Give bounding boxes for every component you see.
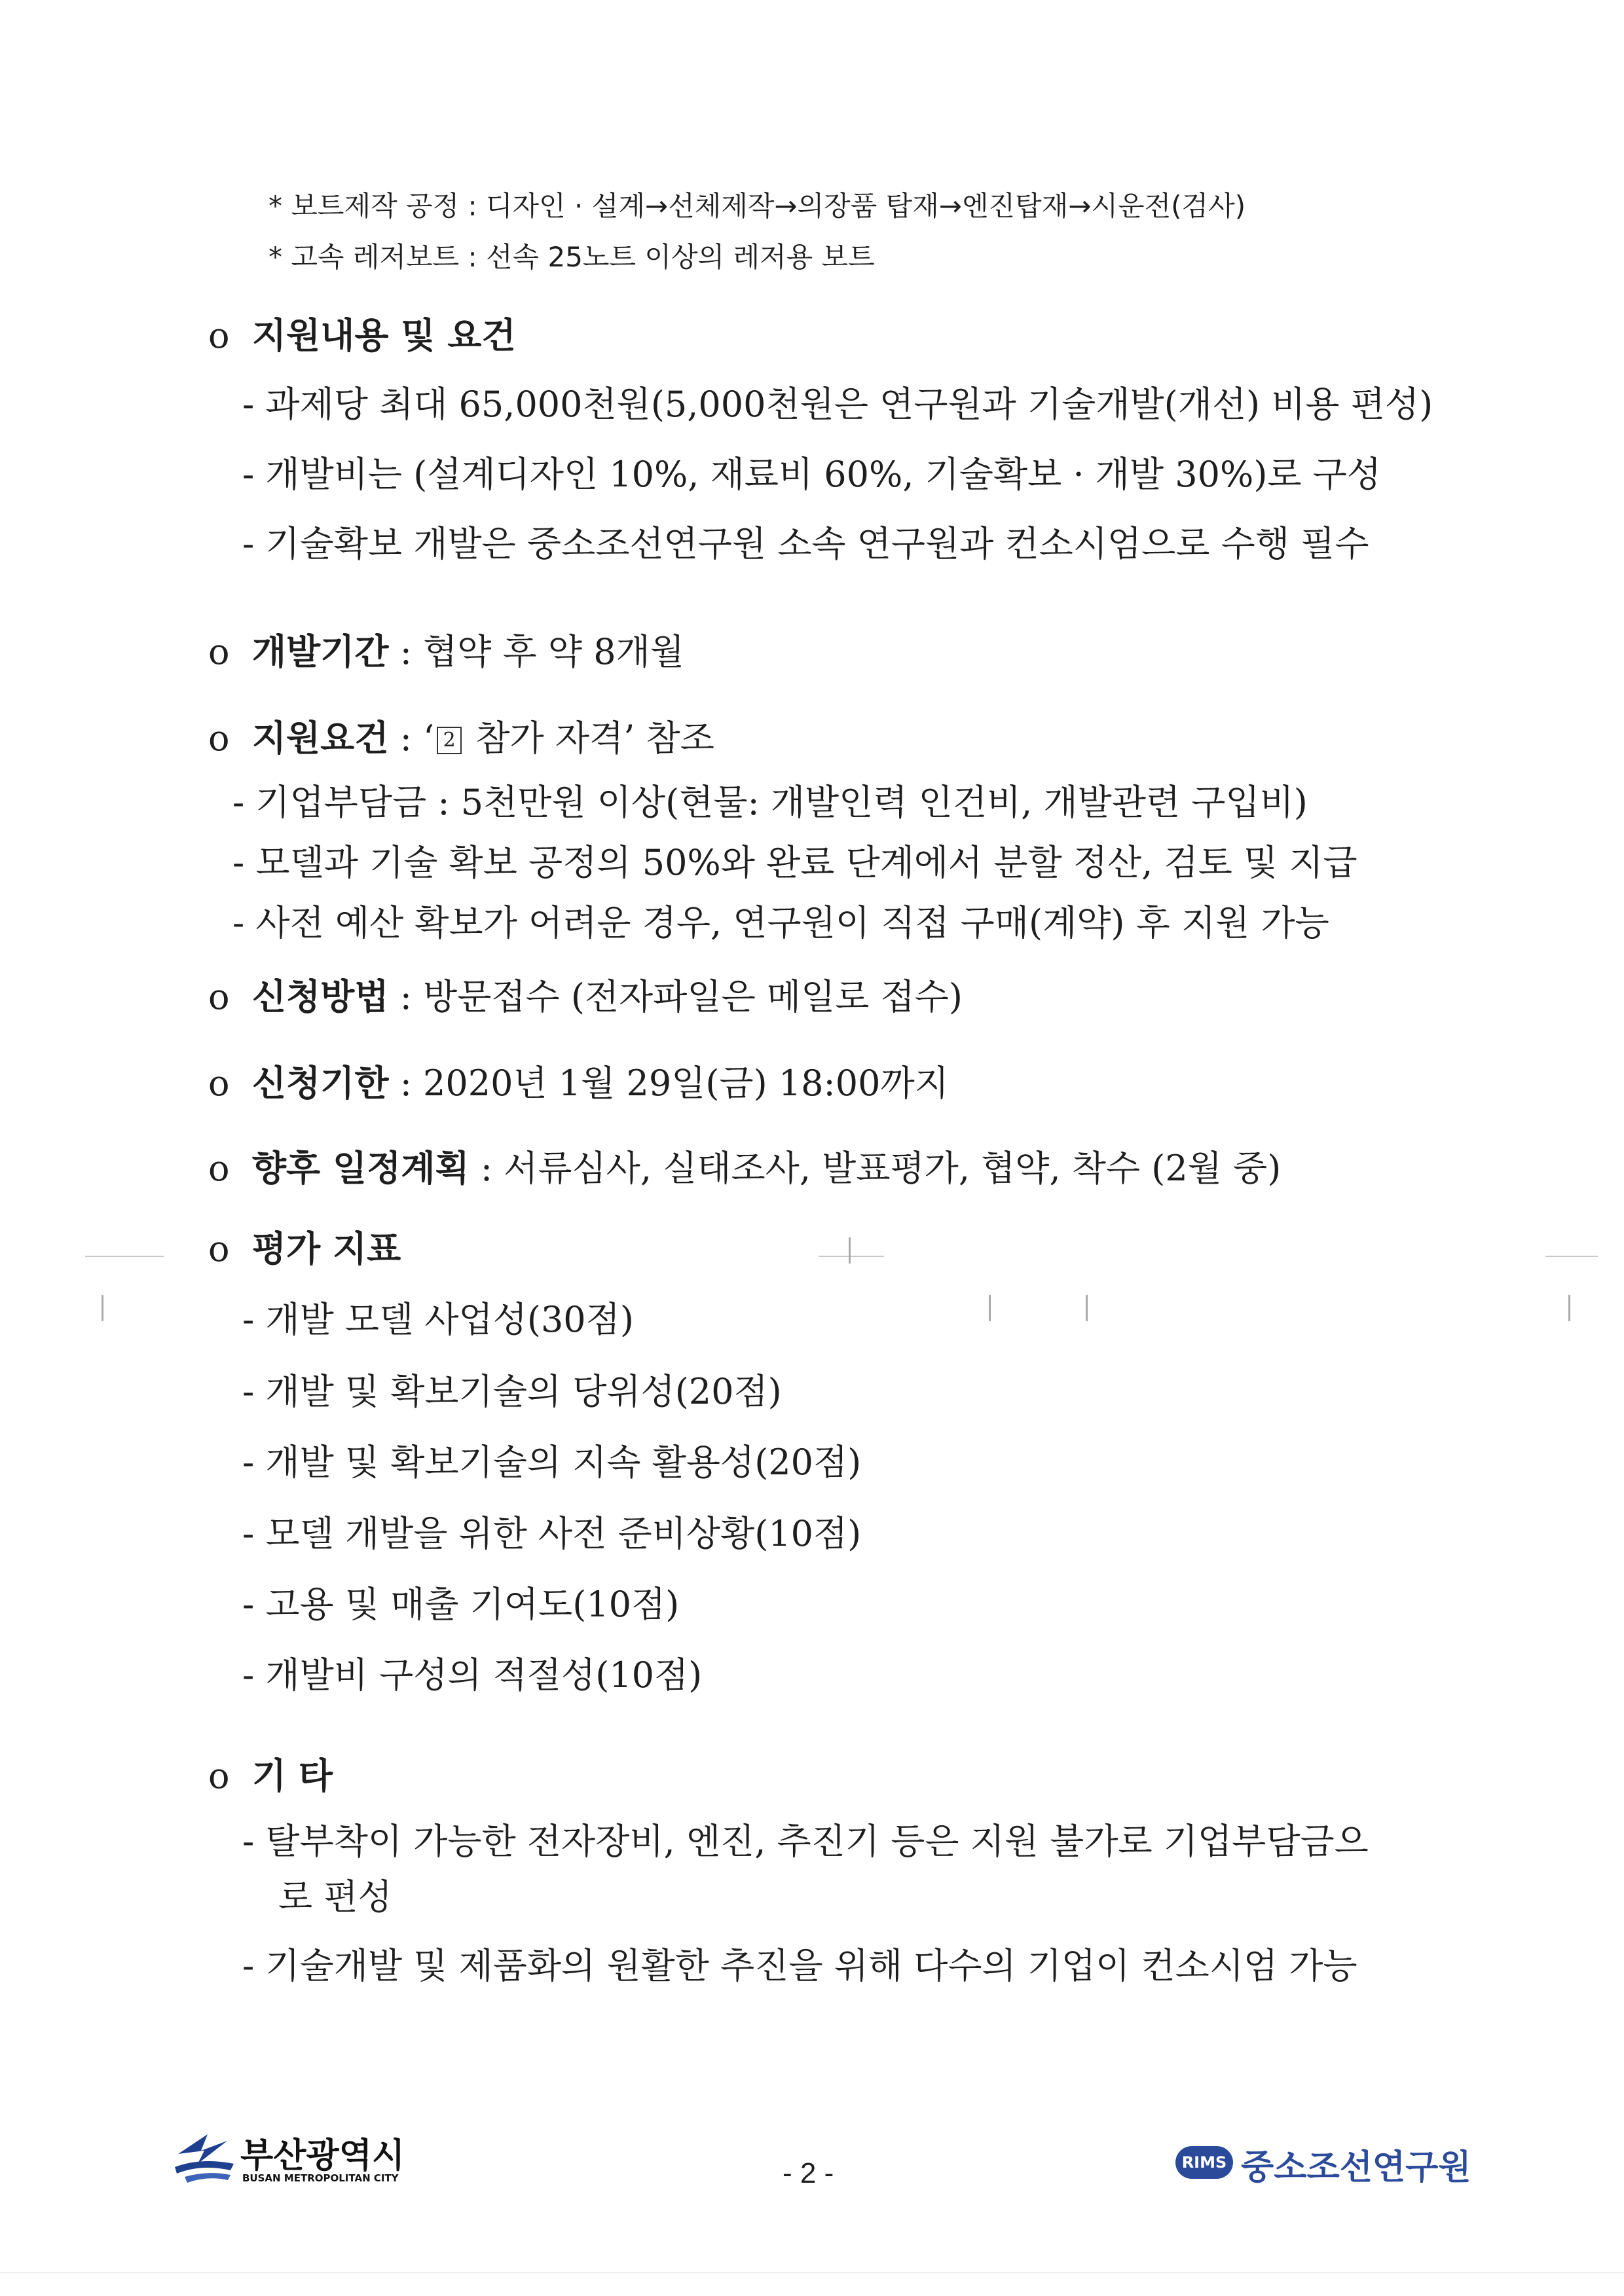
- boxed-number: 2: [437, 727, 462, 754]
- list-item: - 개발비는 (설계디자인 10%, 재료비 60%, 기술확보 · 개발 30%)로 구성: [242, 454, 1382, 495]
- section-marker: o: [208, 315, 230, 356]
- note-high-speed-boat: * 고속 레저보트 : 선속 25노트 이상의 레저용 보트: [268, 241, 875, 273]
- note-boat-process: * 보트제작 공정 : 디자인 · 설계→선체제작→의장품 탑재→엔진탑재→시운전(검사): [268, 190, 1246, 222]
- rims-logo-korean: 중소조선연구원: [1241, 2148, 1471, 2187]
- section-method: [208, 969, 963, 1019]
- list-item: - 사전 예산 확보가 어려운 경우, 연구원이 직접 구매(계약) 후 지원 가능: [232, 902, 1329, 943]
- section-text: : 방문접수 (전자파일은 메일로 접수): [399, 976, 963, 1017]
- scan-artifact: [849, 1237, 851, 1264]
- scan-artifact: [1086, 1295, 1088, 1321]
- section-text: : 협약 후 약 8개월: [399, 631, 684, 672]
- section-marker: o: [208, 1063, 230, 1104]
- rims-logo: [1175, 2140, 1477, 2198]
- section-marker: o: [208, 976, 230, 1017]
- section-marker: o: [208, 631, 230, 672]
- list-item: - 기술개발 및 제품화의 원활한 추진을 위해 다수의 기업이 컨소시엄 가능: [242, 1945, 1357, 1986]
- section-heading: 평가 지표: [251, 1228, 401, 1269]
- section-marker: o: [208, 1755, 230, 1796]
- rims-badge: RIMS: [1175, 2146, 1233, 2179]
- section-heading: 지원요건: [251, 717, 389, 759]
- list-item: - 기업부담금 : 5천만원 이상(현물: 개발인력 인건비, 개발관련 구입비): [232, 782, 1308, 823]
- section-schedule: [208, 1140, 1281, 1191]
- scan-artifact: [819, 1256, 884, 1257]
- section-text: : ‘: [399, 718, 435, 759]
- list-item: - 과제당 최대 65,000천원(5,000천원은 연구원과 기술개발(개선) 비용 편성): [242, 384, 1433, 425]
- scan-artifact: [101, 1295, 103, 1321]
- section-marker: o: [208, 1228, 230, 1269]
- scan-artifact: [85, 1256, 164, 1257]
- list-item: - 개발비 구성의 적절성(10점): [242, 1654, 703, 1696]
- busan-symbol-icon: [172, 2128, 237, 2187]
- list-item-continuation: 로 편성: [278, 1876, 392, 1918]
- list-item: - 기술확보 개발은 중소조선연구원 소속 연구원과 컨소시엄으로 수행 필수: [242, 523, 1369, 564]
- list-item: - 탈부착이 가능한 전자장비, 엔진, 추진기 등은 지원 불가로 기업부담금으: [242, 1821, 1369, 1862]
- section-text: 참가 자격’ 참조: [464, 718, 714, 759]
- section-marker: o: [208, 1148, 230, 1189]
- list-item: - 고용 및 매출 기여도(10점): [242, 1584, 680, 1625]
- section-heading: 개발기간: [251, 630, 389, 672]
- section-deadline: [208, 1055, 949, 1106]
- page-number: - 2 -: [783, 2157, 834, 2189]
- scan-artifact: [1568, 1295, 1570, 1321]
- scan-artifact: [1545, 1256, 1598, 1257]
- section-heading: 기 타: [251, 1755, 333, 1796]
- section-text: : 서류심사, 실태조사, 발표평가, 협약, 착수 (2월 중): [480, 1148, 1282, 1189]
- list-item: - 개발 및 확보기술의 지속 활용성(20점): [242, 1442, 862, 1483]
- section-evaluation: [208, 1221, 401, 1271]
- section-heading: 향후 일정계획: [251, 1147, 470, 1189]
- busan-logo-korean: 부산광역시: [240, 2136, 405, 2176]
- list-item: - 모델과 기술 확보 공정의 50%와 완료 단계에서 분할 정산, 검토 및 지급: [232, 842, 1357, 883]
- busan-logo: [172, 2121, 414, 2200]
- section-support: [208, 308, 516, 358]
- section-heading: 지원내용 및 요건: [251, 314, 516, 356]
- section-heading: 신청기한: [251, 1062, 389, 1104]
- scan-artifact: [989, 1295, 991, 1321]
- page-bottom-edge: [0, 2272, 1624, 2273]
- list-item: - 개발 모델 사업성(30점): [242, 1299, 634, 1340]
- section-text: : 2020년 1월 29일(금) 18:00까지: [399, 1063, 949, 1104]
- section-marker: o: [208, 718, 230, 759]
- section-etc: [208, 1748, 333, 1798]
- section-period: [208, 624, 684, 674]
- section-heading: 신청방법: [251, 975, 389, 1017]
- list-item: - 개발 및 확보기술의 당위성(20점): [242, 1371, 782, 1412]
- list-item: - 모델 개발을 위한 사전 준비상황(10점): [242, 1513, 862, 1554]
- section-requirements: [208, 710, 714, 761]
- busan-logo-english: BUSAN METROPOLITAN CITY: [242, 2172, 399, 2184]
